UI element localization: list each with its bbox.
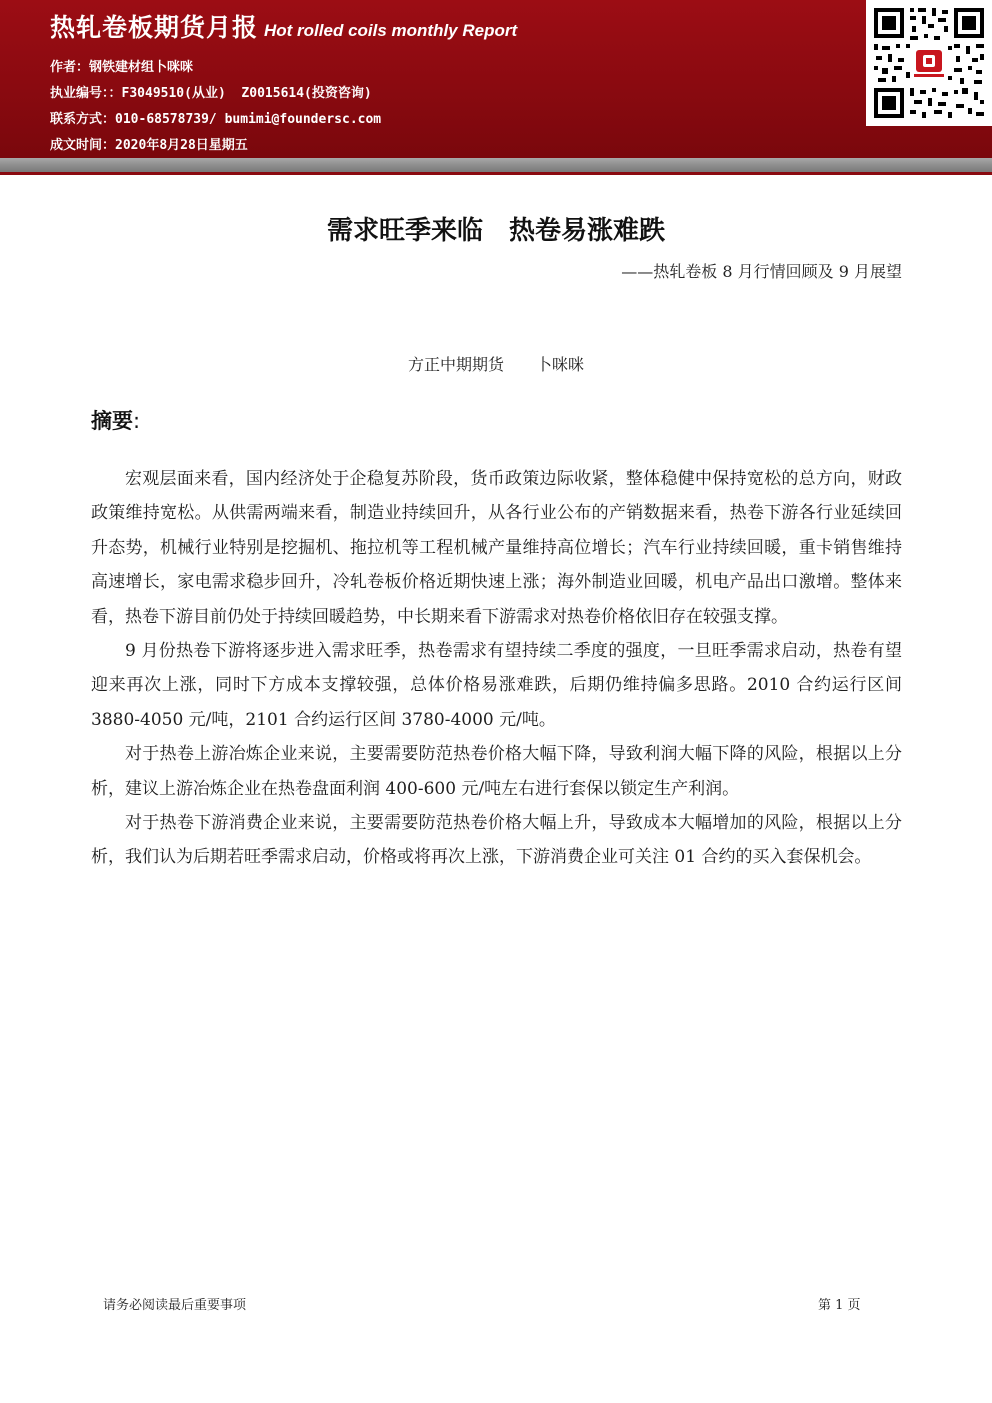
report-title xyxy=(50,8,517,48)
header-divider-line xyxy=(0,172,992,175)
document-subtitle: ——热轧卷板 8 月行情回顾及 9 月展望 xyxy=(621,262,902,281)
abstract-body xyxy=(91,462,902,875)
abstract-paragraph-1: 宏观层面来看，国内经济处于企稳复苏阶段，货币政策边际收紧，整体稳健中保持宽松的总方向，财政政策维持宽松。从供需两端来看，制造业持续回升，从各行业公布的产销数据来看，热卷下游各行业延续回升态势，机械行业特别是挖掘机、拖拉机等工程机械产量维持高位增长；汽车行业持续回暖，重卡销售维持高速增长，家电需求稳步回升，冷轧卷板价格近期快速上涨；海外制造业回暖，机电产品出口激增。整体来看，热卷下游目前仍处于持续回暖趋势，中长期来看下游需求对热卷价格依旧存在较强支撑。 xyxy=(91,469,902,627)
license-label: 执业编号： xyxy=(50,86,109,101)
abstract-paragraph-4: 对于热卷下游消费企业来说，主要需要防范热卷价格大幅上升，导致成本大幅增加的风险，根据以上分析，我们认为后期若旺季需求启动，价格或将再次上涨，下游消费企业可关注 01 合约的买入套保机会。 xyxy=(91,813,902,868)
abstract-heading-text: 摘要 xyxy=(91,409,133,433)
footer-notice: 请务必阅读最后重要事项 xyxy=(103,1298,247,1313)
report-title-en: Hot rolled coils monthly Report xyxy=(264,21,518,40)
date-value: 2020年8月28日星期五 xyxy=(115,138,248,153)
author-line xyxy=(50,56,193,75)
abstract-heading xyxy=(91,405,140,435)
document-title: 需求旺季来临 热卷易涨难跌 xyxy=(326,216,665,246)
qr-code-graphic xyxy=(866,0,992,126)
document-author: 方正中期期货 卜咪咪 xyxy=(407,355,584,374)
footer-page-number: 第 1 页 xyxy=(818,1298,861,1313)
license-line xyxy=(50,82,372,101)
license-value: ：F3049510(从业) Z0015614(投资咨询) xyxy=(108,86,372,101)
date-label: 成文时间： xyxy=(50,138,116,153)
report-title-cn: 热轧卷板期货月报 xyxy=(50,13,259,42)
author-value: 钢铁建材组卜咪咪 xyxy=(89,60,194,75)
contact-label: 联系方式： xyxy=(50,112,116,127)
abstract-paragraph-3: 对于热卷上游冶炼企业来说，主要需要防范热卷价格大幅下降，导致利润大幅下降的风险，根据以上分析，建议上游冶炼企业在热卷盘面利润 400-600 元/吨左右进行套保以锁定生产利润。 xyxy=(91,744,902,799)
date-line xyxy=(50,134,248,153)
report-header xyxy=(0,0,992,158)
abstract-heading-colon: : xyxy=(133,409,141,433)
contact-line xyxy=(50,108,381,127)
qr-code-icon[interactable] xyxy=(866,0,992,126)
header-divider-band xyxy=(0,158,992,172)
author-label: 作者： xyxy=(50,60,90,75)
abstract-paragraph-2: 9 月份热卷下游将逐步进入需求旺季，热卷需求有望持续二季度的强度，一旦旺季需求启动，热卷有望迎来再次上涨，同时下方成本支撑较强，总体价格易涨难跌，后期仍维持偏多思路。2010 合约运行区间 3880-4050 元/吨，2101 合约运行区间 3780-4000 元/吨。 xyxy=(91,641,902,730)
contact-value[interactable]: 010-68578739/ bumimi@foundersc.com xyxy=(115,112,382,127)
